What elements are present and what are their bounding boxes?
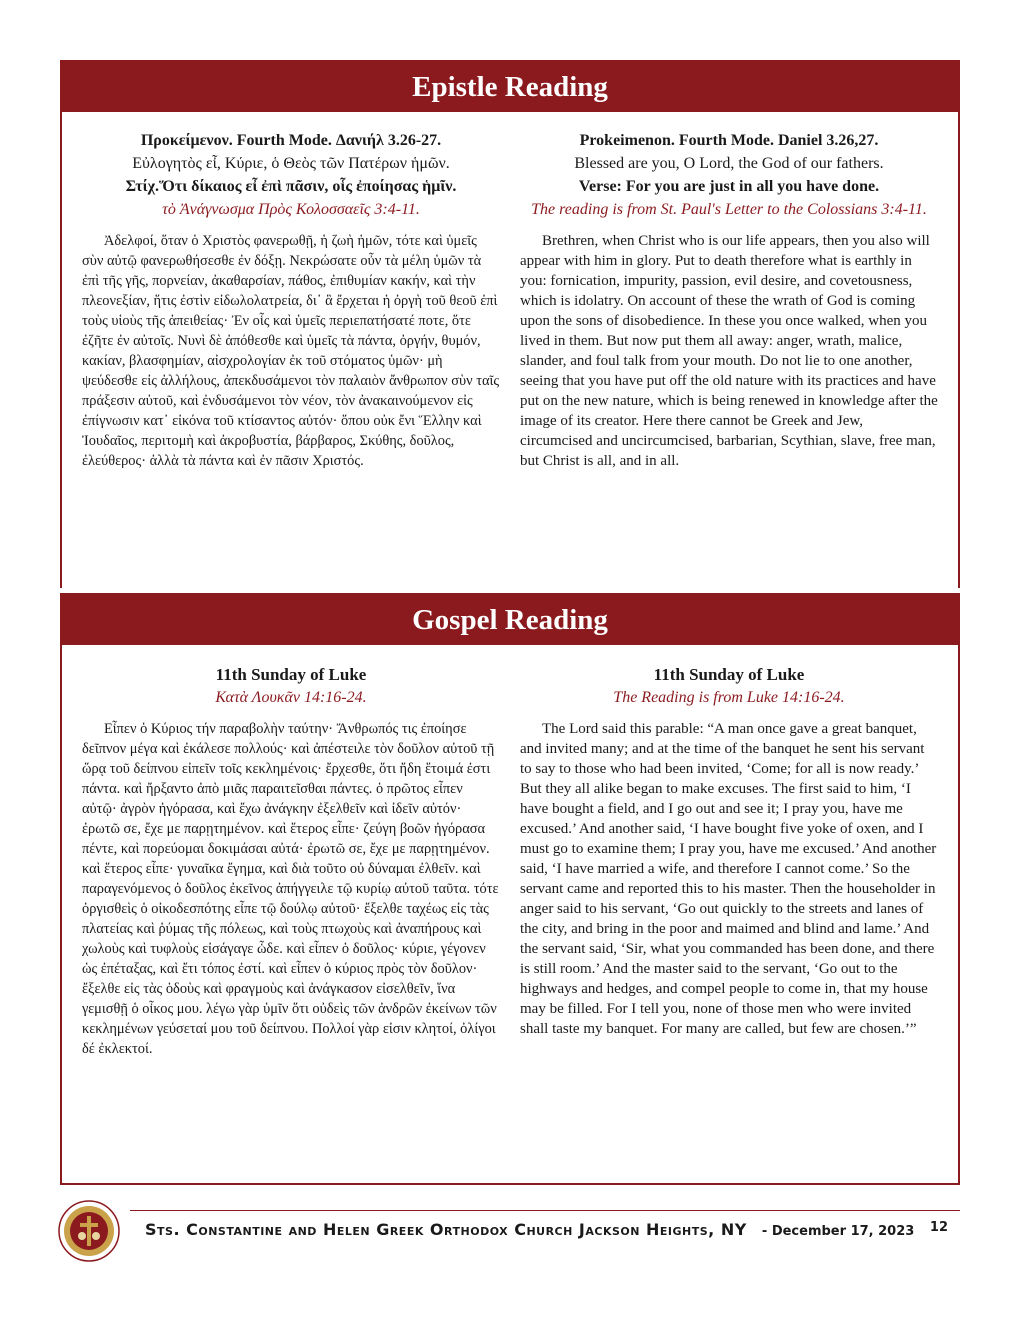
english-gospel-heading: 11th Sunday of Luke — [653, 665, 805, 684]
english-gospel-text: The Lord said this parable: “A man once gave a great banquet, and invited many; and at the time of the banquet he sent his servant to say to those who had been invited, ‘Come; for all is now ready.’ But they all alike began to make excuses. The first said to him, ‘I have bought a field, and I go out and see it; I pray you, have me excused.’ And another said, ‘I have bought five yoke of oxen, and I must go to examine them; I pray you, have me excused.’ And another said, ‘I have married a wife, and therefore I cannot come.’ So the servant came and reported this to his master. Then the householder in anger said to his servant, ‘Go out quickly to the streets and lanes of the city, and bring in the poor and maimed and blind and lame.’ And the servant said, ‘Sir, what you commanded has been done, and there is still room.’ And the master said to the servant, ‘Go out to the highways and hedges, and compel people to come in, that my house may be filled. For I tell you, none of those men who were invited shall taste my banquet. For many are called, but few are chosen.’” — [520, 721, 937, 1037]
epistle-greek-heading — [82, 129, 500, 221]
greek-epistle-text: Ἀδελφοί, ὅταν ὁ Χριστὸς φανερωθῇ, ἡ ζωὴ ἡμῶν, τότε καὶ ὑμεῖς σὺν αὐτῷ φανερωθήσεσθε ἐν δόξῃ. Νεκρώσατε οὖν τὰ μέλη ὑμῶν τὰ ἐπὶ τῆς γῆς, πορνείαν, ἀκαθαρσίαν, πάθος, ἐπιθυμίαν κακήν, καὶ τὴν πλεονεξίαν, ἥτις ἐστὶν εἰδωλολατρεία, δι᾽ ἃ ἔρχεται ἡ ὀργὴ τοῦ θεοῦ ἐπὶ τοὺς υἱοὺς τῆς ἀπειθείας· Ἐν οἷς καὶ ὑμεῖς περιεπατήσατέ ποτε, ὅτε ἐζῆτε ἐν αὐτοῖς. Νυνὶ δὲ ἀπόθεσθε καὶ ὑμεῖς τὰ πάντα, ὀργήν, θυμόν, κακίαν, βλασφημίαν, αἰσχρολογίαν ἐκ τοῦ στόματος ὑμῶν· μὴ ψεύδεσθε εἰς ἀλλήλους, ἀπεκδυσάμενοι τὸν παλαιὸν ἄνθρωπον σὺν ταῖς πράξεσιν αὐτοῦ, καὶ ἐνδυσάμενοι τὸν νέον, τὸν ἀνακαινούμενον εἰς ἐπίγνωσιν κατ᾽ εἰκόνα τοῦ κτίσαντος αὐτόν· ὅπου οὐκ ἔνι Ἕλλην καὶ Ἰουδαῖος, περιτομὴ καὶ ἀκροβυστία, βάρβαρος, Σκύθης, δοῦλος, ἐλεύθερος· ἀλλὰ τὰ πάντα καὶ ἐν πᾶσιν Χριστός. — [82, 233, 500, 469]
english-epistle-source: The reading is from St. Paul's Letter to the Colossians 3:4-11. — [531, 201, 927, 218]
english-stich: Verse: For you are just in all you have done. — [578, 178, 880, 195]
gospel-section — [60, 593, 960, 1185]
english-verse: Blessed are you, O Lord, the God of our fathers. — [574, 155, 884, 172]
epistle-english-column — [520, 129, 938, 471]
gospel-columns — [62, 663, 958, 1059]
epistle-english-heading — [520, 129, 938, 221]
bulletin-date: - December 17, 2023 — [761, 1224, 915, 1239]
church-seal-icon — [58, 1200, 120, 1262]
footer-divider — [130, 1210, 960, 1211]
church-name: Sts. Constantine and Helen Greek Orthodox Church Jackson Heights, NY — [145, 1220, 747, 1239]
greek-prokeimenon: Προκείμενον. Fourth Mode. Δανιήλ 3.26-27. — [140, 132, 442, 149]
epistle-section — [60, 60, 960, 588]
epistle-greek-column — [82, 129, 500, 471]
page-number: 12 — [929, 1220, 948, 1235]
greek-epistle-source: τὸ Ἀνάγνωσμα Πρὸς Κολοσσαεῖς 3:4-11. — [162, 201, 420, 218]
english-gospel-source: The Reading is from Luke 14:16-24. — [613, 689, 845, 706]
greek-gospel-source: Κατὰ Λουκᾶν 14:16-24. — [215, 689, 367, 706]
epistle-title: Epistle Reading — [62, 62, 958, 112]
gospel-title: Gospel Reading — [62, 595, 958, 645]
greek-verse: Εὐλογητὸς εἶ, Κύριε, ὁ Θεὸς τῶν Πατέρων ἡμῶν. — [132, 155, 450, 172]
gospel-english-column — [520, 663, 938, 1059]
footer — [145, 1220, 960, 1239]
english-epistle-text: Brethren, when Christ who is our life appears, then you also will appear with him in glory. Put to death therefore what is earthly in you: fornication, impurity, passion, evil desire, and covetousness, which is idolatry. On account of these the wrath of God is coming upon the sons of disobedience. In these you once walked, when you lived in them. But now put them all away: anger, wrath, malice, slander, and foul talk from your mouth. Do not lie to one another, seeing that you have put off the old nature with its practices and have put on the new nature, which is being renewed in knowledge after the image of its creator. Here there cannot be Greek and Jew, circumcised and uncircumcised, barbarian, Scythian, slave, free man, but Christ is all, and in all. — [520, 233, 938, 469]
greek-stich: Στίχ.Ὅτι δίκαιος εἶ ἐπὶ πᾶσιν, οἷς ἐποίησας ἡμῖν. — [125, 178, 457, 195]
gospel-greek-column — [82, 663, 500, 1059]
english-prokeimenon: Prokeimenon. Fourth Mode. Daniel 3.26,27. — [579, 132, 879, 149]
epistle-columns — [62, 129, 958, 471]
greek-gospel-text: Εἶπεν ὁ Κύριος τήν παραβολὴν ταύτην· Ἄνθρωπός τις ἐποίησε δεῖπνον μέγα καὶ ἐκάλεσε πολλούς· καὶ ἀπέστειλε τὸν δοῦλον αὐτοῦ τῇ ὥρᾳ τοῦ δείπνου εἰπεῖν τοῖς κεκλημένοις· ἔρχεσθε, ὅτι ἤδη ἕτοιμά ἐστι πάντα. καὶ ἤρξαντο ἀπὸ μιᾶς παραιτεῖσθαι πάντες. ὁ πρῶτος εἶπεν αὐτῷ· ἀγρὸν ἠγόρασα, καὶ ἔχω ἀνάγκην ἐξελθεῖν καὶ ἰδεῖν αὐτόν· ἐρωτῶ σε, ἔχε με παρῃτημένον. καὶ ἕτερος εἶπε· ζεύγη βοῶν ἠγόρασα πέντε, καὶ πορεύομαι δοκιμάσαι αὐτά· ἐρωτῶ σε, ἔχε με παρῃτημένον. καὶ ἕτερος εἶπε· γυναῖκα ἔγημα, καὶ διὰ τοῦτο οὐ δύναμαι ἐλθεῖν. καὶ παραγενόμενος ὁ δοῦλος ἐκεῖνος ἀπήγγειλε τῷ κυρίῳ αὐτοῦ ταῦτα. τότε ὀργισθεὶς ὁ οἰκοδεσπότης εἶπε τῷ δούλῳ αὐτοῦ· ἔξελθε ταχέως εἰς τὰς πλατείας καὶ ῥύμας τῆς πόλεως, καὶ τοὺς πτωχοὺς καὶ ἀναπήρους καὶ χωλοὺς καὶ τυφλοὺς εἰσάγαγε ὧδε. καὶ εἶπεν ὁ δοῦλος· κύριε, γέγονεν ὡς ἐπέταξας, καὶ ἔτι τόπος ἐστί. καὶ εἶπεν ὁ κύριος πρὸς τὸν δοῦλον· ἔξελθε εἰς τὰς ὁδοὺς καὶ φραγμοὺς καὶ ἀνάγκασον εἰσελθεῖν, ἵνα γεμισθῇ ὁ οἶκος μου. λέγω γὰρ ὑμῖν ὅτι οὐδεὶς τῶν ἀνδρῶν ἐκείνων τῶν κεκλημένων γεύσεταί μου τοῦ δείπνου. Πολλοί γὰρ εἰσιν κλητοί, ὀλίγοι δέ ἐκλεκτοί. — [82, 721, 499, 1057]
greek-gospel-heading: 11th Sunday of Luke — [215, 665, 367, 684]
gospel-english-heading — [520, 663, 938, 709]
gospel-greek-heading — [82, 663, 500, 709]
